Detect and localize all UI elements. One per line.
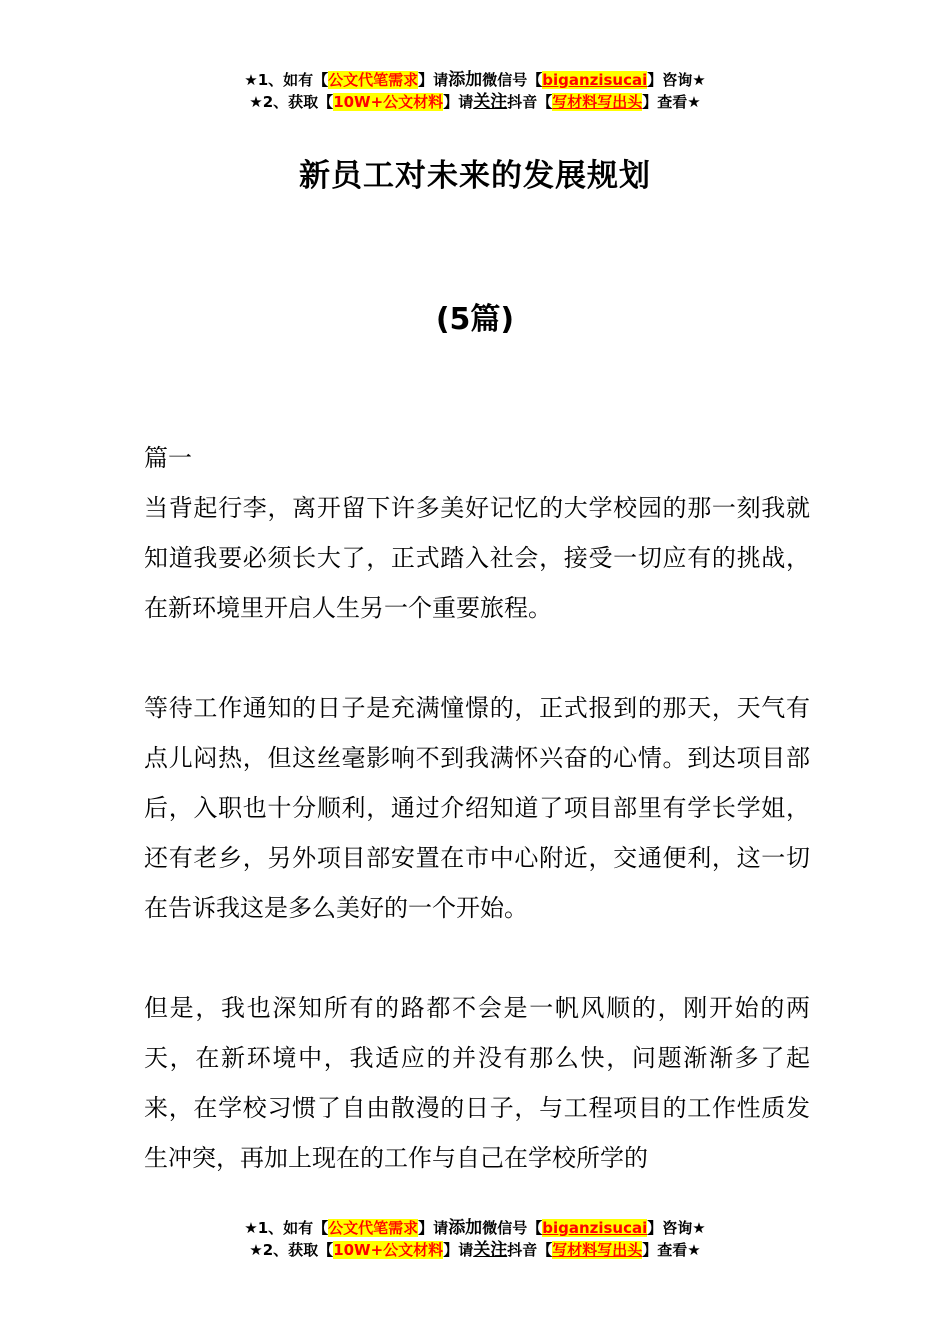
banner-text: 】查看★ [642, 1241, 701, 1259]
banner-text: 】查看★ [642, 93, 701, 111]
banner-text: 】咨询★ [647, 1219, 706, 1237]
banner-line-2 [0, 91, 950, 113]
paragraph: 等待工作通知的日子是充满憧憬的，正式报到的那天，天气有点儿闷热，但这丝毫影响不到我满怀兴奋的心情。到达项目部后，入职也十分顺利，通过介绍知道了项目部里有学长学姐，还有老乡，另外项目部安置在市中心附近，交通便利，这一切在告诉我这是多么美好的一个开始。 [144, 694, 810, 922]
banner-text: 关注 [473, 1240, 508, 1260]
highlight-text: 10W+公文材料 [333, 93, 444, 111]
banner-text: ★1、如有【 [244, 1219, 329, 1237]
highlight-text: 公文代笔需求 [328, 1219, 419, 1237]
banner-text: 抖音【 [507, 93, 553, 111]
highlight-text: 10W+公文材料 [333, 1241, 444, 1259]
banner-text: 微信号【 [482, 1219, 543, 1237]
banner-text: ★2、获取【 [249, 1241, 334, 1259]
document-title: 新员工对未来的发展规划 [299, 158, 651, 194]
banner-line-2 [0, 1239, 950, 1261]
banner-text: 】请 [418, 71, 449, 89]
banner-text: 】请 [443, 1241, 474, 1259]
banner-text: 抖音【 [507, 1241, 553, 1259]
banner-text: 关注 [473, 92, 508, 112]
document-body [144, 433, 810, 1183]
footer-banner [0, 1217, 950, 1261]
highlight-text: 公文代笔需求 [328, 71, 419, 89]
banner-text: 】咨询★ [647, 71, 706, 89]
paragraph-spacer [144, 633, 810, 683]
banner-text: 】请 [443, 93, 474, 111]
douyin-account: 写材料写出头 [552, 1241, 643, 1259]
banner-line-1 [0, 69, 950, 91]
banner-line-1 [0, 1217, 950, 1239]
wechat-id: biganzisucai [542, 71, 648, 89]
banner-text: 】请 [418, 1219, 449, 1237]
banner-text: 添加 [448, 1218, 483, 1238]
banner-text: 微信号【 [482, 71, 543, 89]
banner-text: 添加 [448, 70, 483, 90]
section-label: 篇一 [144, 444, 192, 472]
wechat-id: biganzisucai [542, 1219, 648, 1237]
douyin-account: 写材料写出头 [552, 93, 643, 111]
paragraph: 当背起行李，离开留下许多美好记忆的大学校园的那一刻我就知道我要必须长大了，正式踏入社会，接受一切应有的挑战，在新环境里开启人生另一个重要旅程。 [144, 494, 810, 622]
header-banner [0, 69, 950, 113]
paragraph: 但是，我也深知所有的路都不会是一帆风顺的，刚开始的两天，在新环境中，我适应的并没有那么快，问题渐渐多了起来，在学校习惯了自由散漫的日子，与工程项目的工作性质发生冲突，再加上现在的工作与自己在学校所学的 [144, 994, 810, 1172]
banner-text: ★2、获取【 [249, 93, 334, 111]
document-subtitle: (5篇) [435, 302, 515, 337]
banner-text: ★1、如有【 [244, 71, 329, 89]
paragraph-spacer [144, 933, 810, 983]
